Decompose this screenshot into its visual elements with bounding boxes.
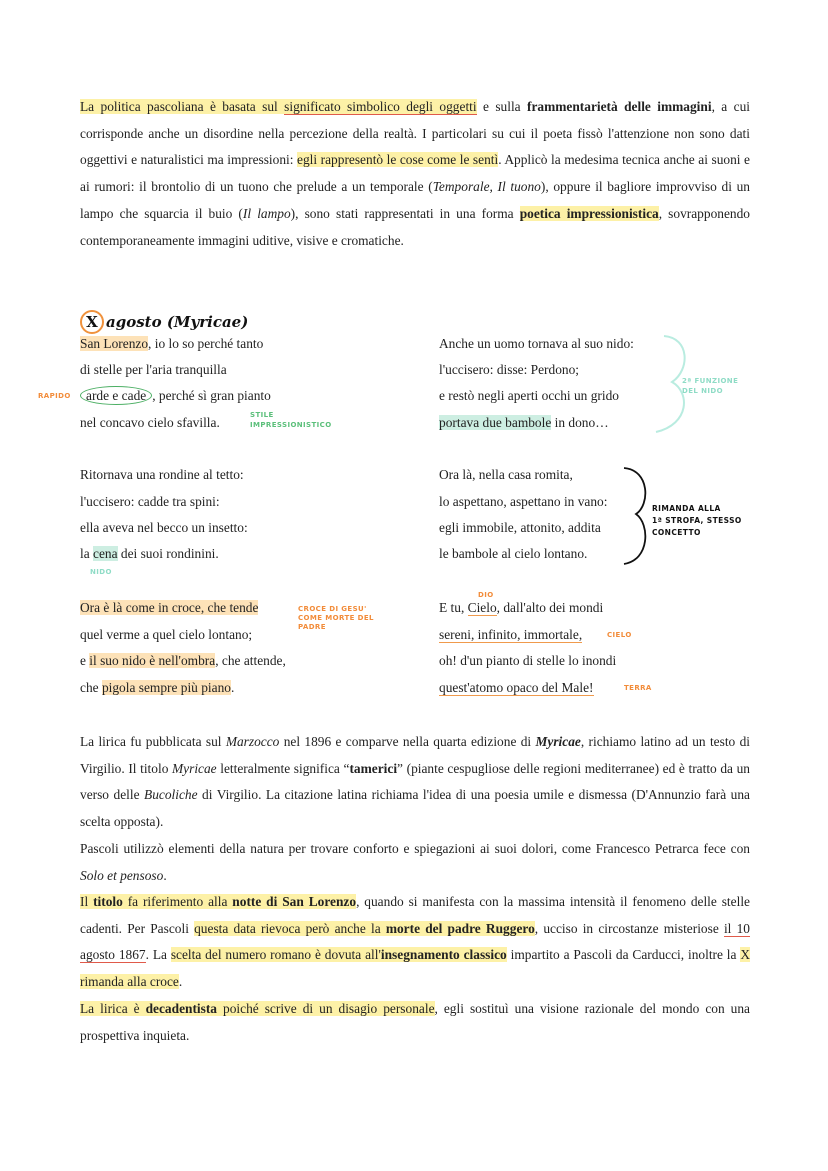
analysis-paragraph-1 xyxy=(80,729,750,836)
text-run: impartito a Pascoli da Carducci, inoltre la xyxy=(506,947,741,963)
bold-italic-title: Myricae xyxy=(535,734,581,749)
text-run: in dono… xyxy=(551,415,609,430)
bold-text: morte del padre Ruggero xyxy=(385,920,535,936)
text-run: e sulla xyxy=(476,99,527,114)
highlight-text: cena xyxy=(93,546,118,561)
text-run: scelta del numero romano è dovuta all' xyxy=(170,947,381,963)
bold-text: insegnamento classico xyxy=(380,947,507,963)
highlight-text xyxy=(80,1001,435,1016)
text-run: E tu, xyxy=(439,600,468,615)
verse-line: quel verme a quel cielo lontano; xyxy=(80,627,253,642)
teal-bracket-icon xyxy=(656,336,685,432)
italic-title: Il lampo xyxy=(242,205,291,221)
text-run: dei suoi rondinini. xyxy=(117,546,219,561)
roman-numeral-circled: X xyxy=(80,310,104,334)
text-run: questa data rievoca però anche la xyxy=(194,920,386,936)
italic-title: Solo et pensoso xyxy=(80,867,164,883)
italic-title: Myricae xyxy=(172,760,217,776)
highlight-text: pigola sempre più piano xyxy=(101,680,231,695)
text-run: ), sono stati rappresentati in una forma xyxy=(290,205,520,221)
verse-line: nel concavo cielo sfavilla. xyxy=(80,415,220,430)
highlight-text: egli rappresentò le cose come le sentì xyxy=(297,152,499,168)
bold-text: notte di San Lorenzo xyxy=(232,894,357,909)
text-run: , richiamo latino ad un testo di Virgilio. Il titolo xyxy=(80,734,750,776)
underlined-text: sereni, infinito, immortale, xyxy=(439,627,583,642)
note-rapido: RAPIDO xyxy=(38,392,71,400)
highlight-text xyxy=(80,894,356,909)
text-run: , ucciso in circostanze misteriose xyxy=(534,920,724,936)
note-rimanda-2: 1ª STROFA, STESSO xyxy=(652,516,742,525)
note-stile-1: STILE xyxy=(250,411,274,419)
note-rimanda-3: CONCETTO xyxy=(652,528,701,537)
underlined-text: significato simbolico degli oggetti xyxy=(284,99,477,114)
bold-text: frammentarietà delle immagini xyxy=(527,99,712,114)
note-cielo: CIELO xyxy=(607,631,632,639)
text-run: La lirica fu pubblicata sul xyxy=(80,734,226,749)
highlight-text: San Lorenzo xyxy=(80,336,149,351)
italic-title: Marzocco xyxy=(225,734,280,749)
text-run: poiché scrive di un disagio personale xyxy=(217,1001,435,1016)
text-run: nel 1896 e comparve nella quarta edizione di xyxy=(279,734,536,749)
text-run: ” (piante cespugliose delle regioni mediterranee) ed è tratto da un verso delle xyxy=(80,760,750,803)
text-run: , quando si manifesta con la massima intensità il fenomeno delle stelle cadenti. Per Pascoli xyxy=(80,894,750,936)
text-run: fa riferimento alla xyxy=(122,894,233,909)
italic-title: Temporale, Il tuono xyxy=(432,179,541,195)
text-run: Il xyxy=(80,894,94,909)
text-run: . xyxy=(230,680,235,695)
highlight-text: il suo nido è nell'ombra xyxy=(89,653,216,668)
bold-text: tamerici xyxy=(349,760,398,776)
note-funzione-1: 2ª FUNZIONE xyxy=(682,377,739,385)
text-run: la xyxy=(80,546,94,561)
verse-line: Ora là, nella casa romita, xyxy=(439,467,573,482)
verse-line: e restò negli aperti occhi un grido xyxy=(439,388,619,403)
note-croce-3: PADRE xyxy=(298,623,326,631)
text-run: La lirica è xyxy=(80,1001,146,1016)
note-croce-2: COME MORTE DEL xyxy=(298,614,374,622)
note-rimanda-1: RIMANDA ALLA xyxy=(652,504,721,513)
text-run: letteralmente significa “ xyxy=(216,760,350,776)
black-bracket-icon xyxy=(624,468,645,564)
note-funzione-2: DEL NIDO xyxy=(682,387,723,395)
verse-line: oh! d'un pianto di stelle lo inondi xyxy=(439,653,617,668)
note-stile-2: IMPRESSIONISTICO xyxy=(250,421,332,429)
verse-line: di stelle per l'aria tranquilla xyxy=(80,362,227,377)
highlight-text xyxy=(194,921,535,936)
italic-title: Bucoliche xyxy=(144,787,198,803)
highlight-bold-text: poetica impressionistica xyxy=(519,205,659,221)
highlight-text xyxy=(171,947,507,962)
verse-line: l'uccisero: disse: Perdono; xyxy=(439,362,580,377)
note-terra: TERRA xyxy=(624,684,652,692)
text-run: di Virgilio. La citazione latina richiama l'idea di una poesia umile e dismessa (D'Annunzio farà una scelta opposta). xyxy=(80,787,750,830)
verse-line: le bambole al cielo lontano. xyxy=(439,546,588,561)
text-run: , io lo so perché tanto xyxy=(148,336,264,351)
verse-line: lo aspettano, aspettano in vano: xyxy=(439,494,608,509)
text-run: Pascoli utilizzò elementi della natura per trovare conforto e spiegazioni ai suoi dolori, come Francesco Petrarca fece con xyxy=(80,841,750,856)
text-run: che xyxy=(80,680,102,695)
note-nido: NIDO xyxy=(90,568,112,576)
underlined-text: il 10 agosto 1867 xyxy=(80,920,750,963)
text-run: ), oppure il bagliore improvviso di un lampo che squarcia il buio ( xyxy=(80,179,750,221)
highlight-text: X rimanda alla croce xyxy=(80,947,751,990)
verse-line: egli immobile, attonito, addita xyxy=(439,520,601,535)
text-run: , perché sì gran pianto xyxy=(152,388,271,403)
text-run: , che attende, xyxy=(215,653,286,668)
circled-text: arde e cade xyxy=(80,386,152,405)
highlight-text: Ora è là come in croce, che tende xyxy=(80,600,259,615)
note-croce-1: CROCE DI GESU' xyxy=(298,605,367,613)
text-run: , dall'alto dei mondi xyxy=(496,600,604,615)
text-run: . xyxy=(163,867,167,883)
verse-line: ella aveva nel becco un insetto: xyxy=(80,520,248,535)
text-run: . La xyxy=(145,947,171,963)
text-run: La politica pascoliana è basata sul xyxy=(80,99,285,114)
analysis-paragraph-2 xyxy=(80,836,750,889)
poem-title-text: agosto (Myricae) xyxy=(106,313,249,331)
text-run: . xyxy=(178,974,183,990)
highlight-text: portava due bambole xyxy=(439,415,552,430)
bold-text: decadentista xyxy=(145,1001,218,1016)
verse-line: Anche un uomo tornava al suo nido: xyxy=(439,336,634,351)
text-run: , a cui corrisponde anche un disordine nella percezione della realtà. I particolari su cui il poeta fissò l'attenzione non sono dati oggettivi e naturalistici ma impressioni: xyxy=(80,99,750,168)
text-run: . Applicò la medesima tecnica anche ai suoni e ai rumori: il brontolio di un tuono che prelude a un temporale ( xyxy=(80,152,750,195)
bold-text: titolo xyxy=(93,894,123,909)
verse-line: l'uccisero: cadde tra spini: xyxy=(80,494,220,509)
analysis-paragraph-3 xyxy=(80,889,750,996)
underlined-text: Cielo xyxy=(467,600,497,615)
underlined-text: quest'atomo opaco del Male! xyxy=(439,680,594,695)
text-run: e xyxy=(80,653,90,668)
analysis-paragraph-4 xyxy=(80,996,750,1049)
verse-line: Ritornava una rondine al tetto: xyxy=(80,467,244,482)
text-run: , egli sostituì una visione razionale del mondo con una prospettiva inquieta. xyxy=(80,1001,750,1043)
text-run: , sovrapponendo contemporaneamente immagini uditive, visive e cromatiche. xyxy=(80,205,750,248)
note-dio: DIO xyxy=(478,591,494,599)
